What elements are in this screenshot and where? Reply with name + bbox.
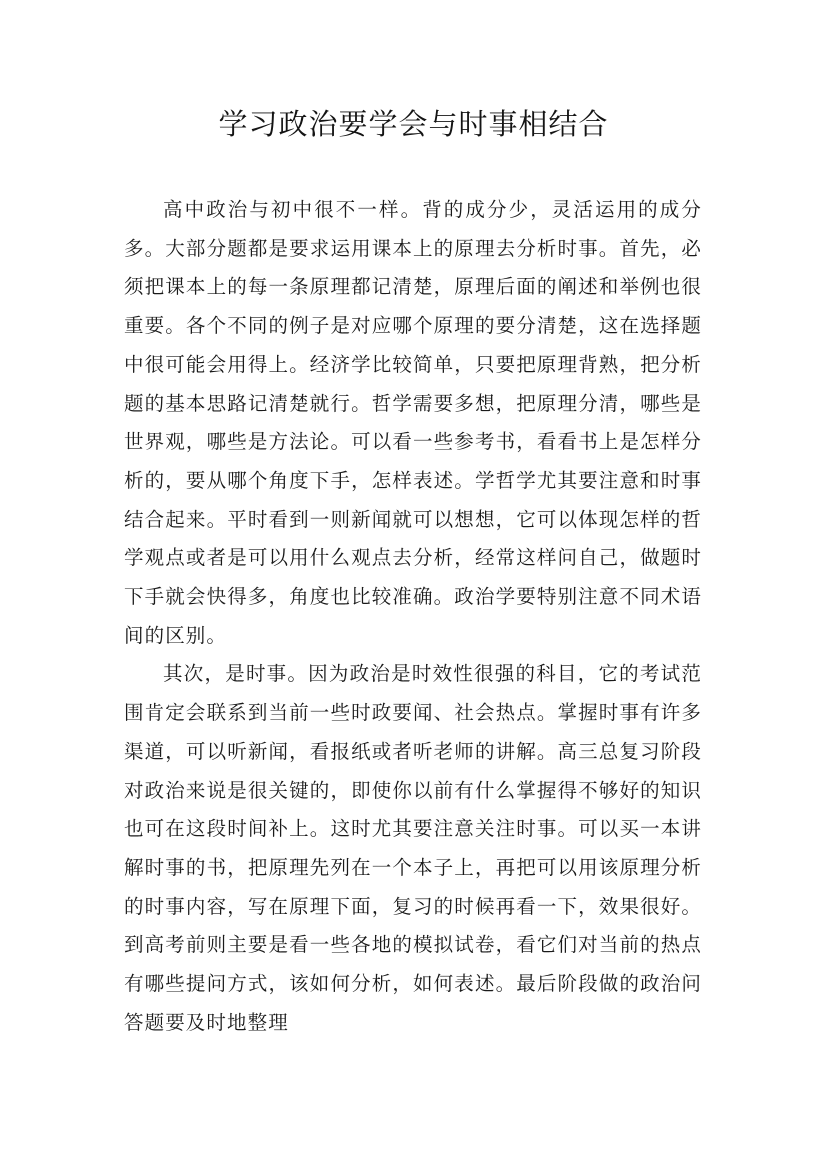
paragraph-2: 其次，是时事。因为政治是时效性很强的科目，它的考试范围肯定会联系到当前一些时政要闻、社会热点。掌握时事有许多渠道，可以听新闻，看报纸或者听老师的讲解。高三总复习阶段对政治来说是很关键的，即使你以前有什么掌握得不够好的知识也可在这段时间补上。这时尤其要注意关注时事。可以买一本讲解时事的书，把原理先列在一个本子上，再把可以用该原理分析的时事内容，写在原理下面，复习的时候再看一下，效果很好。到高考前则主要是看一些各地的模拟试卷，看它们对当前的热点有哪些提问方式，该如何分析，如何表述。最后阶段做的政治问答题要及时地整理 [124, 662, 702, 1034]
document-body [124, 191, 702, 1042]
document-title: 学习政治要学会与时事相结合 [218, 107, 609, 141]
paragraph-1: 高中政治与初中很不一样。背的成分少，灵活运用的成分多。大部分题都是要求运用课本上的原理去分析时事。首先，必须把课本上的每一条原理都记清楚，原理后面的阐述和举例也很重要。各个不同的例子是对应哪个原理的要分清楚，这在选择题中很可能会用得上。经济学比较简单，只要把原理背熟，把分析题的基本思路记清楚就行。哲学需要多想，把原理分清，哪些是世界观，哪些是方法论。可以看一些参考书，看看书上是怎样分析的，要从哪个角度下手，怎样表述。学哲学尤其要注意和时事结合起来。平时看到一则新闻就可以想想，它可以体现怎样的哲学观点或者是可以用什么观点去分析，经常这样问自己，做题时下手就会快得多，角度也比较准确。政治学要特别注意不同术语间的区别。 [124, 198, 702, 647]
